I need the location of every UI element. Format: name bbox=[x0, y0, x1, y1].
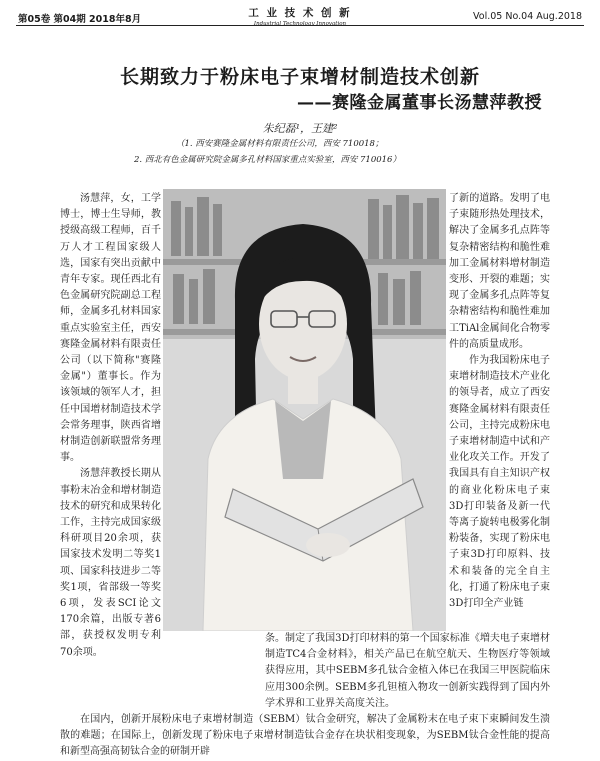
bottom-paragraph-2: 在国内，创新开展粉床电子束增材制造（SEBM）钛合金研究，解决了金属粉末在电子束下束瞬间发生溃散的难题；在国际上，创新发现了粉床电子束增材制造钛合金存在块状相变现象，为SEBM钛合金性能的提高和新型高强高韧钛合金的研制开辟 bbox=[60, 714, 550, 758]
affiliation-2: 2. 西北有色金属研究院金属多孔材料国家重点实验室，西安 710016） bbox=[134, 155, 401, 165]
left-column bbox=[60, 191, 161, 661]
header-rule bbox=[16, 25, 584, 26]
left-paragraph-1: 汤慧萍，女，工学博士，博士生导师，教授级高级工程师，百千万人才工程国家级人选，国家有突出贡献中青年专家。现任西北有色金属研究院副总工程师，金属多孔材料国家重点实验室主任，西安赛隆金属材料有限责任公司（以下简称"赛隆金属"）董事长。作为该领域的领军人才，担任中国增材制造技术学会常务理事，陕西省增材制造创新联盟常务理事。 bbox=[60, 193, 161, 464]
journal-title-cn: 工 业 技 术 创 新 bbox=[248, 7, 352, 19]
right-paragraph-2: 作为我国粉床电子束增材制造技术产业化的领导者，成立了西安赛隆金属材料有限责任公司，主持完成粉床电子束增材制造中试和产业化攻关工作。开发了我国具有自主知识产权的商业化粉床电子束3D打印装备及新一代等离子旋转电极雾化制粉装备，实现了粉床电子束3D打印原料、技术和装备的完全自主化，打通了粉床电子束3D打印全产业链 bbox=[449, 355, 550, 610]
bottom-paragraph-continuation: 条。制定了我国3D打印材料的第一个国家标准《増夫电子束增材制造TC4合金材料》，相关产品已在航空航天、生物医疗等领域获得应用，其中SEBM多孔钛合金植入体已在我国三甲医院临床应用300余例。SEBM多孔钽植入物攻一创新实践得到了国内外学术界和工业界关高度关注。 bbox=[265, 633, 550, 709]
portrait-photo bbox=[163, 189, 446, 631]
bottom-text-block bbox=[60, 631, 550, 761]
hands bbox=[306, 533, 350, 557]
authors: 朱纪磊¹，王建² bbox=[262, 122, 338, 135]
affiliation-1: （1. 西安赛隆金属材料有限责任公司，西安 710018； bbox=[176, 139, 384, 149]
right-column bbox=[449, 191, 550, 612]
header-issue-info: 第05卷 第04期 2018年8月 bbox=[18, 14, 142, 25]
header-volume-info: Vol.05 No.04 Aug.2018 bbox=[473, 11, 582, 22]
article-subtitle: ——赛隆金属董事长汤慧萍教授 bbox=[297, 93, 542, 113]
journal-title-en: Industrial Technology Innovation bbox=[253, 21, 347, 27]
left-paragraph-2: 汤慧萍教授长期从事粉末冶金和增材制造技术的研究和成果转化工作，主持完成国家级科研项目20余项，获国家技术发明二等奖1项、国家科技进步二等奖1项，省部级一等奖6项，发表SCI论文170余篇，出版专著6部，获授权发明专利70余项。 bbox=[60, 468, 161, 658]
right-paragraph-1: 了新的道路。发明了电子束随形热处理技术，解决了金属多孔点阵等复杂精密结构和脆性难加工金属材料增材制造变形、开裂的难题；实现了金属多孔点阵等复杂精密结构和脆性难加工TiAl金属间化合物零件的高质量成形。 bbox=[449, 193, 550, 350]
article-title: 长期致力于粉床电子束增材制造技术创新 bbox=[119, 66, 480, 88]
